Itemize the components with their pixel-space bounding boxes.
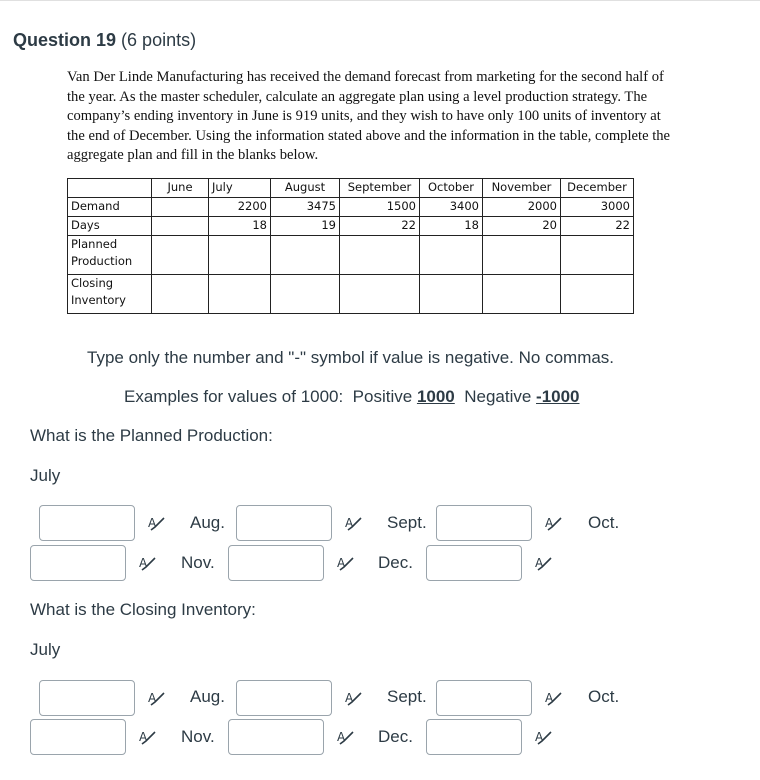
table-header-cell: June (152, 179, 209, 198)
table-cell: 1500 (340, 198, 420, 217)
spellcheck-icon[interactable] (148, 690, 166, 708)
table-cell (152, 236, 209, 275)
table-header-cell: July (209, 179, 271, 198)
table-cell: 3475 (271, 198, 340, 217)
planned-aug-label: Aug. (190, 513, 225, 532)
closing-july-input[interactable] (39, 680, 135, 716)
table-cell (483, 236, 561, 275)
closing-nov-label: Nov. (181, 727, 215, 746)
table-cell: 18 (209, 217, 271, 236)
spellcheck-icon[interactable] (545, 515, 563, 533)
table-cell (561, 275, 634, 314)
planned-dec-label: Dec. (378, 553, 413, 572)
instruction-prefix: Examples for values of 1000: Positive (124, 387, 417, 406)
spellcheck-icon[interactable] (139, 729, 157, 747)
top-divider (0, 0, 760, 1)
svg-text:A: A (337, 730, 346, 744)
planned-nov-input[interactable] (228, 545, 324, 581)
svg-text:A: A (139, 730, 148, 744)
table-cell (152, 198, 209, 217)
question-title: Question 19 (13, 30, 117, 50)
instruction-line-1: Type only the number and "-" symbol if value is negative. No commas. (87, 348, 615, 367)
table-header-row (68, 179, 634, 198)
table-header-cell: September (340, 179, 420, 198)
negative-example: -1000 (536, 387, 580, 406)
planned-first-month: July (30, 466, 61, 485)
closing-dec-label: Dec. (378, 727, 413, 746)
spellcheck-icon[interactable] (337, 555, 355, 573)
row-label-line: Closing (71, 276, 114, 290)
table-cell: 22 (340, 217, 420, 236)
closing-aug-label: Aug. (190, 687, 225, 706)
table-cell (420, 236, 483, 275)
instruction-line-2 (124, 387, 580, 407)
row-label: Days (68, 217, 152, 236)
question-points: (6 points) (121, 30, 197, 50)
svg-text:A: A (535, 730, 544, 744)
spellcheck-icon[interactable] (535, 555, 553, 573)
closing-nov-input[interactable] (228, 719, 324, 755)
svg-text:A: A (148, 691, 157, 705)
table-header-cell: August (271, 179, 340, 198)
table-cell (561, 236, 634, 275)
planned-oct-label: Oct. (588, 513, 620, 532)
planned-sept-label: Sept. (387, 513, 427, 532)
table-cell (340, 275, 420, 314)
spellcheck-icon[interactable] (545, 690, 563, 708)
closing-first-month: July (30, 640, 61, 659)
table-header-cell (68, 179, 152, 198)
row-label-line: Production (71, 254, 133, 268)
aggregate-plan-table (67, 178, 634, 314)
planned-dec-input[interactable] (426, 545, 522, 581)
closing-dec-input[interactable] (426, 719, 522, 755)
table-cell (209, 236, 271, 275)
planned-aug-input[interactable] (236, 505, 332, 541)
spellcheck-icon[interactable] (535, 729, 553, 747)
planned-production-prompt: What is the Planned Production: (30, 426, 273, 445)
table-cell: 3000 (561, 198, 634, 217)
spellcheck-icon[interactable] (139, 555, 157, 573)
closing-sept-label: Sept. (387, 687, 427, 706)
closing-inventory-prompt: What is the Closing Inventory: (30, 600, 256, 619)
table-row (68, 275, 634, 314)
svg-text:A: A (139, 556, 148, 570)
table-cell (420, 275, 483, 314)
svg-text:A: A (545, 691, 554, 705)
row-label (68, 275, 152, 314)
svg-text:A: A (345, 691, 354, 705)
table-header-cell: October (420, 179, 483, 198)
planned-sept-input[interactable] (436, 505, 532, 541)
table-cell (483, 275, 561, 314)
table-header-cell: November (483, 179, 561, 198)
planned-july-input[interactable] (39, 505, 135, 541)
row-label (68, 236, 152, 275)
instruction-middle: Negative (454, 387, 537, 406)
closing-oct-label: Oct. (588, 687, 620, 706)
svg-text:A: A (337, 556, 346, 570)
table-cell (271, 275, 340, 314)
table-cell: 18 (420, 217, 483, 236)
table-cell (152, 217, 209, 236)
row-label-line: Planned (71, 237, 118, 251)
table-cell: 20 (483, 217, 561, 236)
row-label-line: Inventory (71, 293, 126, 307)
spellcheck-icon[interactable] (345, 515, 363, 533)
row-label: Demand (68, 198, 152, 217)
table-row (68, 198, 634, 217)
question-header (13, 30, 196, 51)
svg-text:A: A (535, 556, 544, 570)
planned-oct-input[interactable] (30, 545, 126, 581)
spellcheck-icon[interactable] (148, 515, 166, 533)
table-cell: 3400 (420, 198, 483, 217)
table-cell: 19 (271, 217, 340, 236)
table-cell (152, 275, 209, 314)
closing-aug-input[interactable] (236, 680, 332, 716)
spellcheck-icon[interactable] (345, 690, 363, 708)
svg-text:A: A (545, 516, 554, 530)
problem-text: Van Der Linde Manufacturing has received the demand forecast from marketing for the second half of the year. As the master scheduler, calculate an aggregate plan using a level production strategy. The company’s ending inventory in June is 919 units, and they wish to have only 100 units of inventory at the end of December. Using the information stated above and the information in the table, complete the aggregate plan and fill in the blanks below. (67, 69, 671, 164)
closing-oct-input[interactable] (30, 719, 126, 755)
spellcheck-icon[interactable] (337, 729, 355, 747)
table-cell: 22 (561, 217, 634, 236)
closing-sept-input[interactable] (436, 680, 532, 716)
table-row (68, 236, 634, 275)
table-cell (340, 236, 420, 275)
positive-example: 1000 (416, 387, 455, 406)
table-row (68, 217, 634, 236)
table-cell: 2200 (209, 198, 271, 217)
table-cell (209, 275, 271, 314)
planned-nov-label: Nov. (181, 553, 215, 572)
table-cell (271, 236, 340, 275)
table-header-cell: December (561, 179, 634, 198)
table-cell: 2000 (483, 198, 561, 217)
svg-text:A: A (148, 516, 157, 530)
svg-text:A: A (345, 516, 354, 530)
